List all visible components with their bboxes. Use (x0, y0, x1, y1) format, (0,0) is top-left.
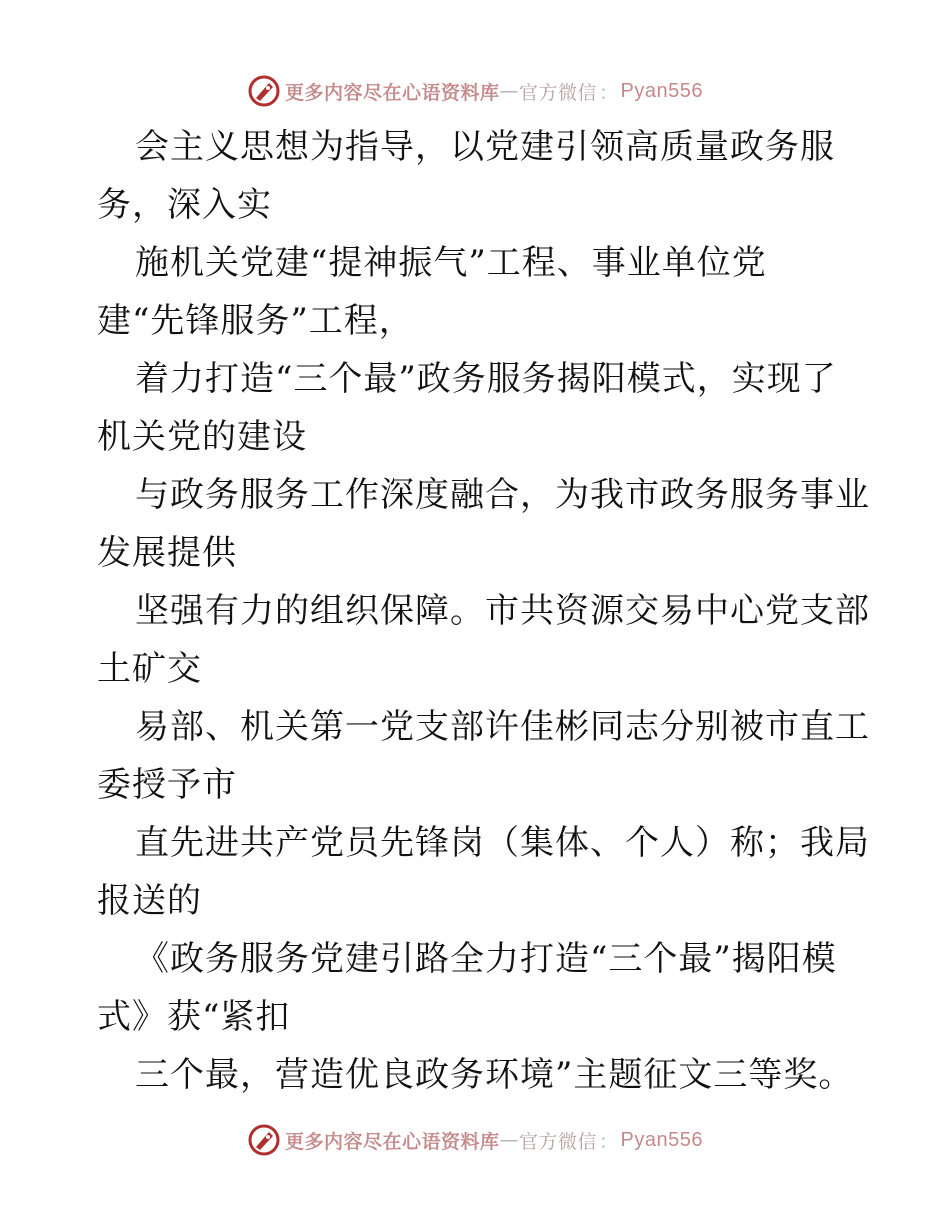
body-line: 易部、机关第一党支部许佳彬同志分别被市直工 (135, 707, 870, 747)
header-separator: ： (599, 81, 619, 104)
body-line: 机关党的建设 (97, 417, 307, 457)
header-wechat-handle: Pyan556 (620, 79, 703, 102)
header-brand-text: 更多内容尽在心语资料库 (284, 81, 500, 104)
body-line: 报送的 (97, 881, 202, 921)
body-line: 与政务服务工作深度融合，为我市政务服务事业 (135, 475, 870, 515)
pen-nib-circle-logo-icon (247, 1123, 281, 1157)
body-line: 建“先锋服务”工程， (97, 301, 414, 341)
footer-dash: — (499, 1129, 519, 1151)
footer-banner (0, 1120, 950, 1160)
body-line: 《政务服务党建引路全力打造“三个最”揭阳模 (135, 939, 837, 979)
pen-nib-circle-logo-icon (247, 74, 281, 108)
header-wechat-label: 官方微信 (519, 81, 598, 104)
body-line: 式》获“紧扣 (97, 997, 291, 1037)
body-line: 会主义思想为指导，以党建引领高质量政务服 (135, 127, 835, 167)
body-line: 发展提供 (97, 533, 237, 573)
header-banner (0, 71, 950, 111)
body-line: 坚强有力的组织保障。市共资源交易中心党支部 (135, 591, 870, 631)
body-line: 着力打造“三个最”政务服务揭阳模式，实现了 (135, 359, 837, 399)
body-line: 委授予市 (97, 765, 237, 805)
footer-wechat-handle: Pyan556 (620, 1128, 703, 1151)
footer-wechat-label: 官方微信 (519, 1130, 598, 1153)
header-dash: — (499, 80, 519, 102)
body-line: 三个最，营造优良政务环境”主题征文三等奖。 (135, 1055, 854, 1095)
document-body (97, 118, 897, 1104)
body-line: 施机关党建“提神振气”工程、事业单位党 (135, 243, 767, 283)
body-line: 务，深入实 (97, 185, 272, 225)
footer-brand-text: 更多内容尽在心语资料库 (284, 1130, 500, 1153)
body-line: 土矿交 (97, 649, 202, 689)
footer-separator: ： (599, 1130, 619, 1153)
body-line: 直先进共产党员先锋岗（集体、个人）称；我局 (135, 823, 870, 863)
